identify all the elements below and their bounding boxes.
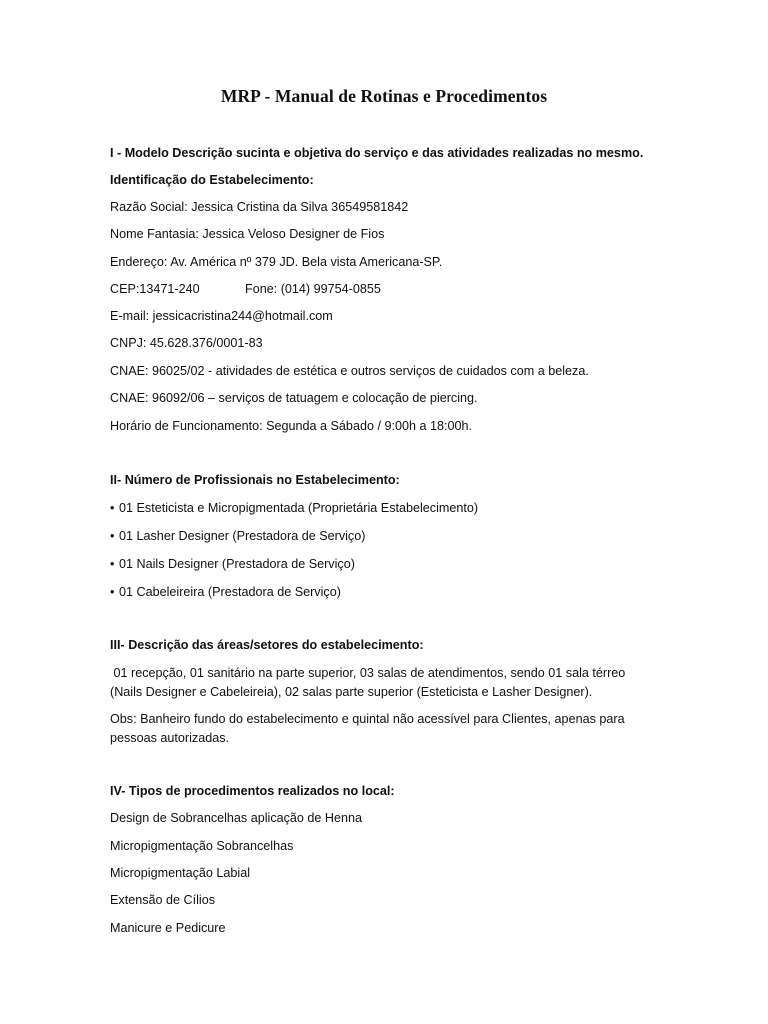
cnae-2: CNAE: 96092/06 – serviços de tatuagem e colocação de piercing. [110, 391, 478, 405]
section-2-heading: II- Número de Profissionais no Estabelecimento: [110, 473, 400, 487]
cnae-1: CNAE: 96025/02 - atividades de estética e outros serviços de cuidados com a beleza. [110, 364, 589, 378]
list-item [110, 585, 341, 600]
razao-social: Razão Social: Jessica Cristina da Silva 36549581842 [110, 200, 409, 214]
nome-fantasia: Nome Fantasia: Jessica Veloso Designer de Fios [110, 227, 385, 241]
list-item: Micropigmentação Sobrancelhas [110, 839, 294, 853]
bullet-icon: • [110, 557, 115, 571]
bullet-icon: • [110, 529, 115, 543]
list-item-text: 01 Esteticista e Micropigmentada (Proprietária Estabelecimento) [119, 501, 479, 515]
cep-fone-row [110, 282, 510, 297]
list-item: Design de Sobrancelhas aplicação de Henna [110, 811, 363, 825]
list-item: Extensão de Cílios [110, 893, 216, 907]
list-item-text: 01 Cabeleireira (Prestadora de Serviço) [119, 585, 341, 599]
section-4-heading: IV- Tipos de procedimentos realizados no local: [110, 784, 395, 798]
list-item: Micropigmentação Labial [110, 866, 251, 880]
list-item [110, 501, 478, 516]
list-item [110, 557, 355, 572]
bullet-icon: • [110, 585, 115, 599]
cep: CEP:13471-240 [110, 282, 200, 296]
cnpj: CNPJ: 45.628.376/0001-83 [110, 336, 263, 350]
list-item-text: 01 Lasher Designer (Prestadora de Serviço) [119, 529, 366, 543]
establishment-id-heading: Identificação do Estabelecimento: [110, 173, 314, 187]
bullet-icon: • [110, 501, 115, 515]
email: E-mail: jessicacristina244@hotmail.com [110, 309, 333, 323]
endereco: Endereço: Av. América nº 379 JD. Bela vista Americana-SP. [110, 255, 443, 269]
list-item [110, 529, 365, 544]
obs-paragraph: Obs: Banheiro fundo do estabelecimento e quintal não acessível para Clientes, apenas para pessoas autorizadas. [110, 712, 625, 745]
section-3-heading: III- Descrição das áreas/setores do estabelecimento: [110, 638, 424, 652]
areas-paragraph: 01 recepção, 01 sanitário na parte superior, 03 salas de atendimentos, sendo 01 sala térreo (Nails Designer e Cabeleireia), 02 salas parte superior (Esteticista e Lasher Designer). [110, 666, 629, 699]
section-1-heading: I - Modelo Descrição sucinta e objetiva do serviço e das atividades realizadas no mesmo. [110, 146, 644, 160]
list-item: Manicure e Pedicure [110, 921, 226, 935]
document-title: MRP - Manual de Rotinas e Procedimentos [220, 86, 548, 106]
horario-funcionamento: Horário de Funcionamento: Segunda a Sábado / 9:00h a 18:00h. [110, 419, 472, 433]
list-item-text: 01 Nails Designer (Prestadora de Serviço) [119, 557, 355, 571]
fone: Fone: (014) 99754-0855 [245, 282, 381, 296]
